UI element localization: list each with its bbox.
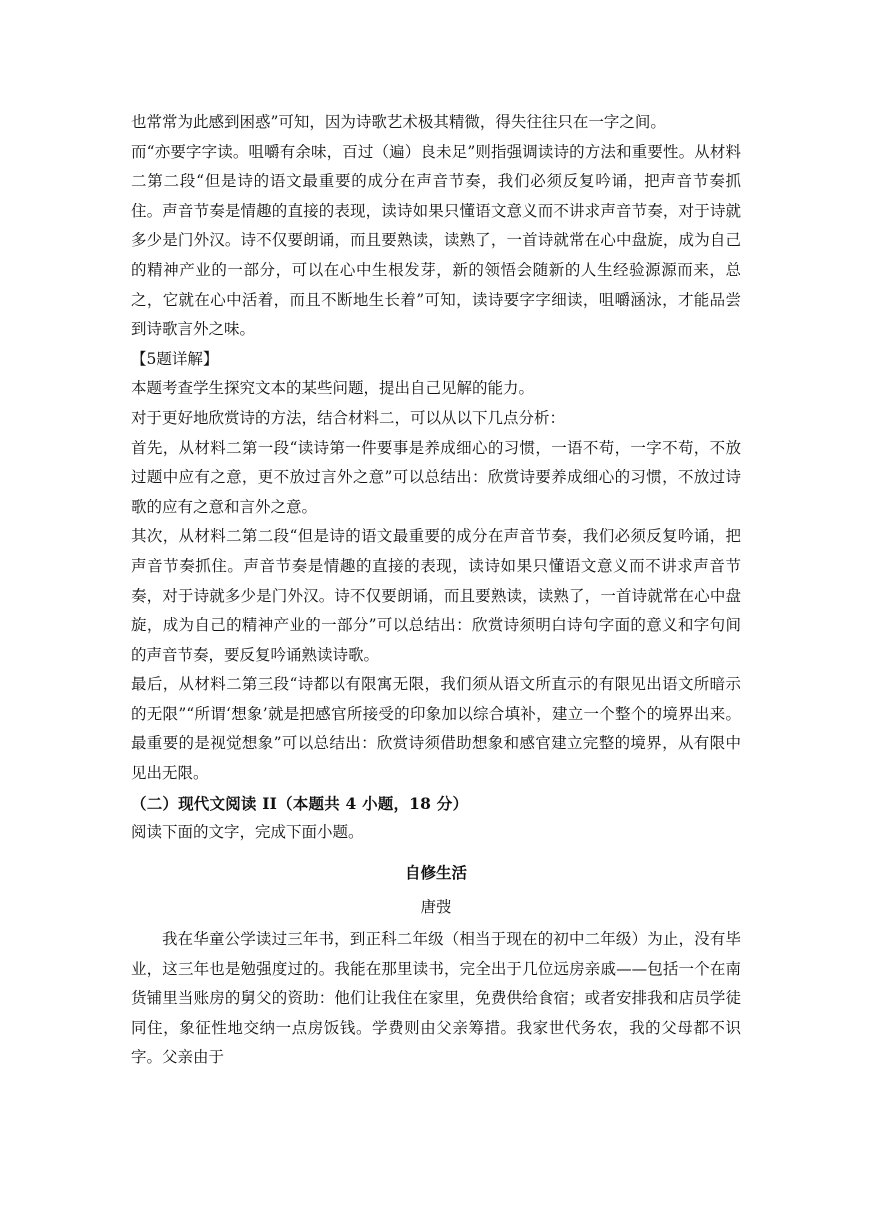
- paragraph: 而“亦要字字读。咀嚼有余味，百过（遍）良未足”则指强调读诗的方法和重要性。从材料二第二段“但是诗的语文最重要的成分在声音节奏，我们必须反复吟诵，把声音节奏抓住。声音节奏是情趣的直接的表现，读诗如果只懂语文意义而不讲求声音节奏，对于诗就多少是门外汉。诗不仅要朗诵，而且要熟读，读熟了，一首诗就常在心中盘旋，成为自己的精神产业的一部分，可以在心中生根发芽，新的领悟会随新的人生经验源源而来，总之，它就在心中活着，而且不断地生长着”可知，读诗要字字细读，咀嚼涵泳，才能品尝到诗歌言外之味。: [131, 142, 741, 339]
- paragraph: 首先，从材料二第一段“读诗第一件要事是养成细心的习惯，一语不苟，一字不苟，不放过题中应有之意，更不放过言外之意”可以总结出：欣赏诗要养成细心的习惯，不放过诗歌的应有之意和言外之意。: [131, 438, 741, 516]
- paragraph: 其次，从材料二第二段“但是诗的语文最重要的成分在声音节奏，我们必须反复吟诵，把声音节奏抓住。声音节奏是情趣的直接的表现，读诗如果只懂语文意义而不讲求声音节奏，对于诗就多少是门外汉。诗不仅要朗诵，而且要熟读，读熟了，一首诗就常在心中盘旋，成为自己的精神产业的一部分”可以总结出：欣赏诗须明白诗句字面的意义和字句间的声音节奏，要反复吟诵熟读诗歌。: [131, 527, 741, 664]
- answer-heading: 【5题详解】: [131, 349, 219, 368]
- instruction: 阅读下面的文字，完成下面小题。: [131, 823, 364, 842]
- article-author: 唐弢: [420, 898, 452, 917]
- section-heading: （二）现代文阅读 II（本题共 4 小题，18 分）: [131, 793, 469, 813]
- document-page: [131, 108, 741, 1073]
- paragraph: 本题考查学生探究文本的某些问题，提出自己见解的能力。: [131, 379, 535, 398]
- paragraph: 对于更好地欣赏诗的方法，结合材料二，可以从以下几点分析：: [131, 408, 566, 427]
- article-paragraph: 我在华童公学读过三年书，到正科二年级（相当于现在的初中二年级）为止，没有毕业，这三年也是勉强度过的。我能在那里读书，完全出于几位远房亲戚——包括一个在南货铺里当账房的舅父的资助：他们让我住在家里，免费供给食宿；或者安排我和店员学徒同住，象征性地交纳一点房饭钱。学费则由父亲筹措。我家世代务农，我的父母都不识字。父亲由于: [131, 930, 741, 1067]
- article-title: 自修生活: [404, 862, 467, 882]
- paragraph: 也常常为此感到困惑”可知，因为诗歌艺术极其精微，得失往往只在一字之间。: [131, 113, 666, 131]
- paragraph: 最后，从材料二第三段“诗都以有限寓无限，我们须从语文所直示的有限见出语文所暗示的无限”“所谓‘想象’就是把感官所接受的印象加以综合填补，建立一个整个的境界出来。最重要的是视觉想象”可以总结出：欣赏诗须借助想象和感官建立完整的境界，从有限中见出无限。: [131, 675, 741, 783]
